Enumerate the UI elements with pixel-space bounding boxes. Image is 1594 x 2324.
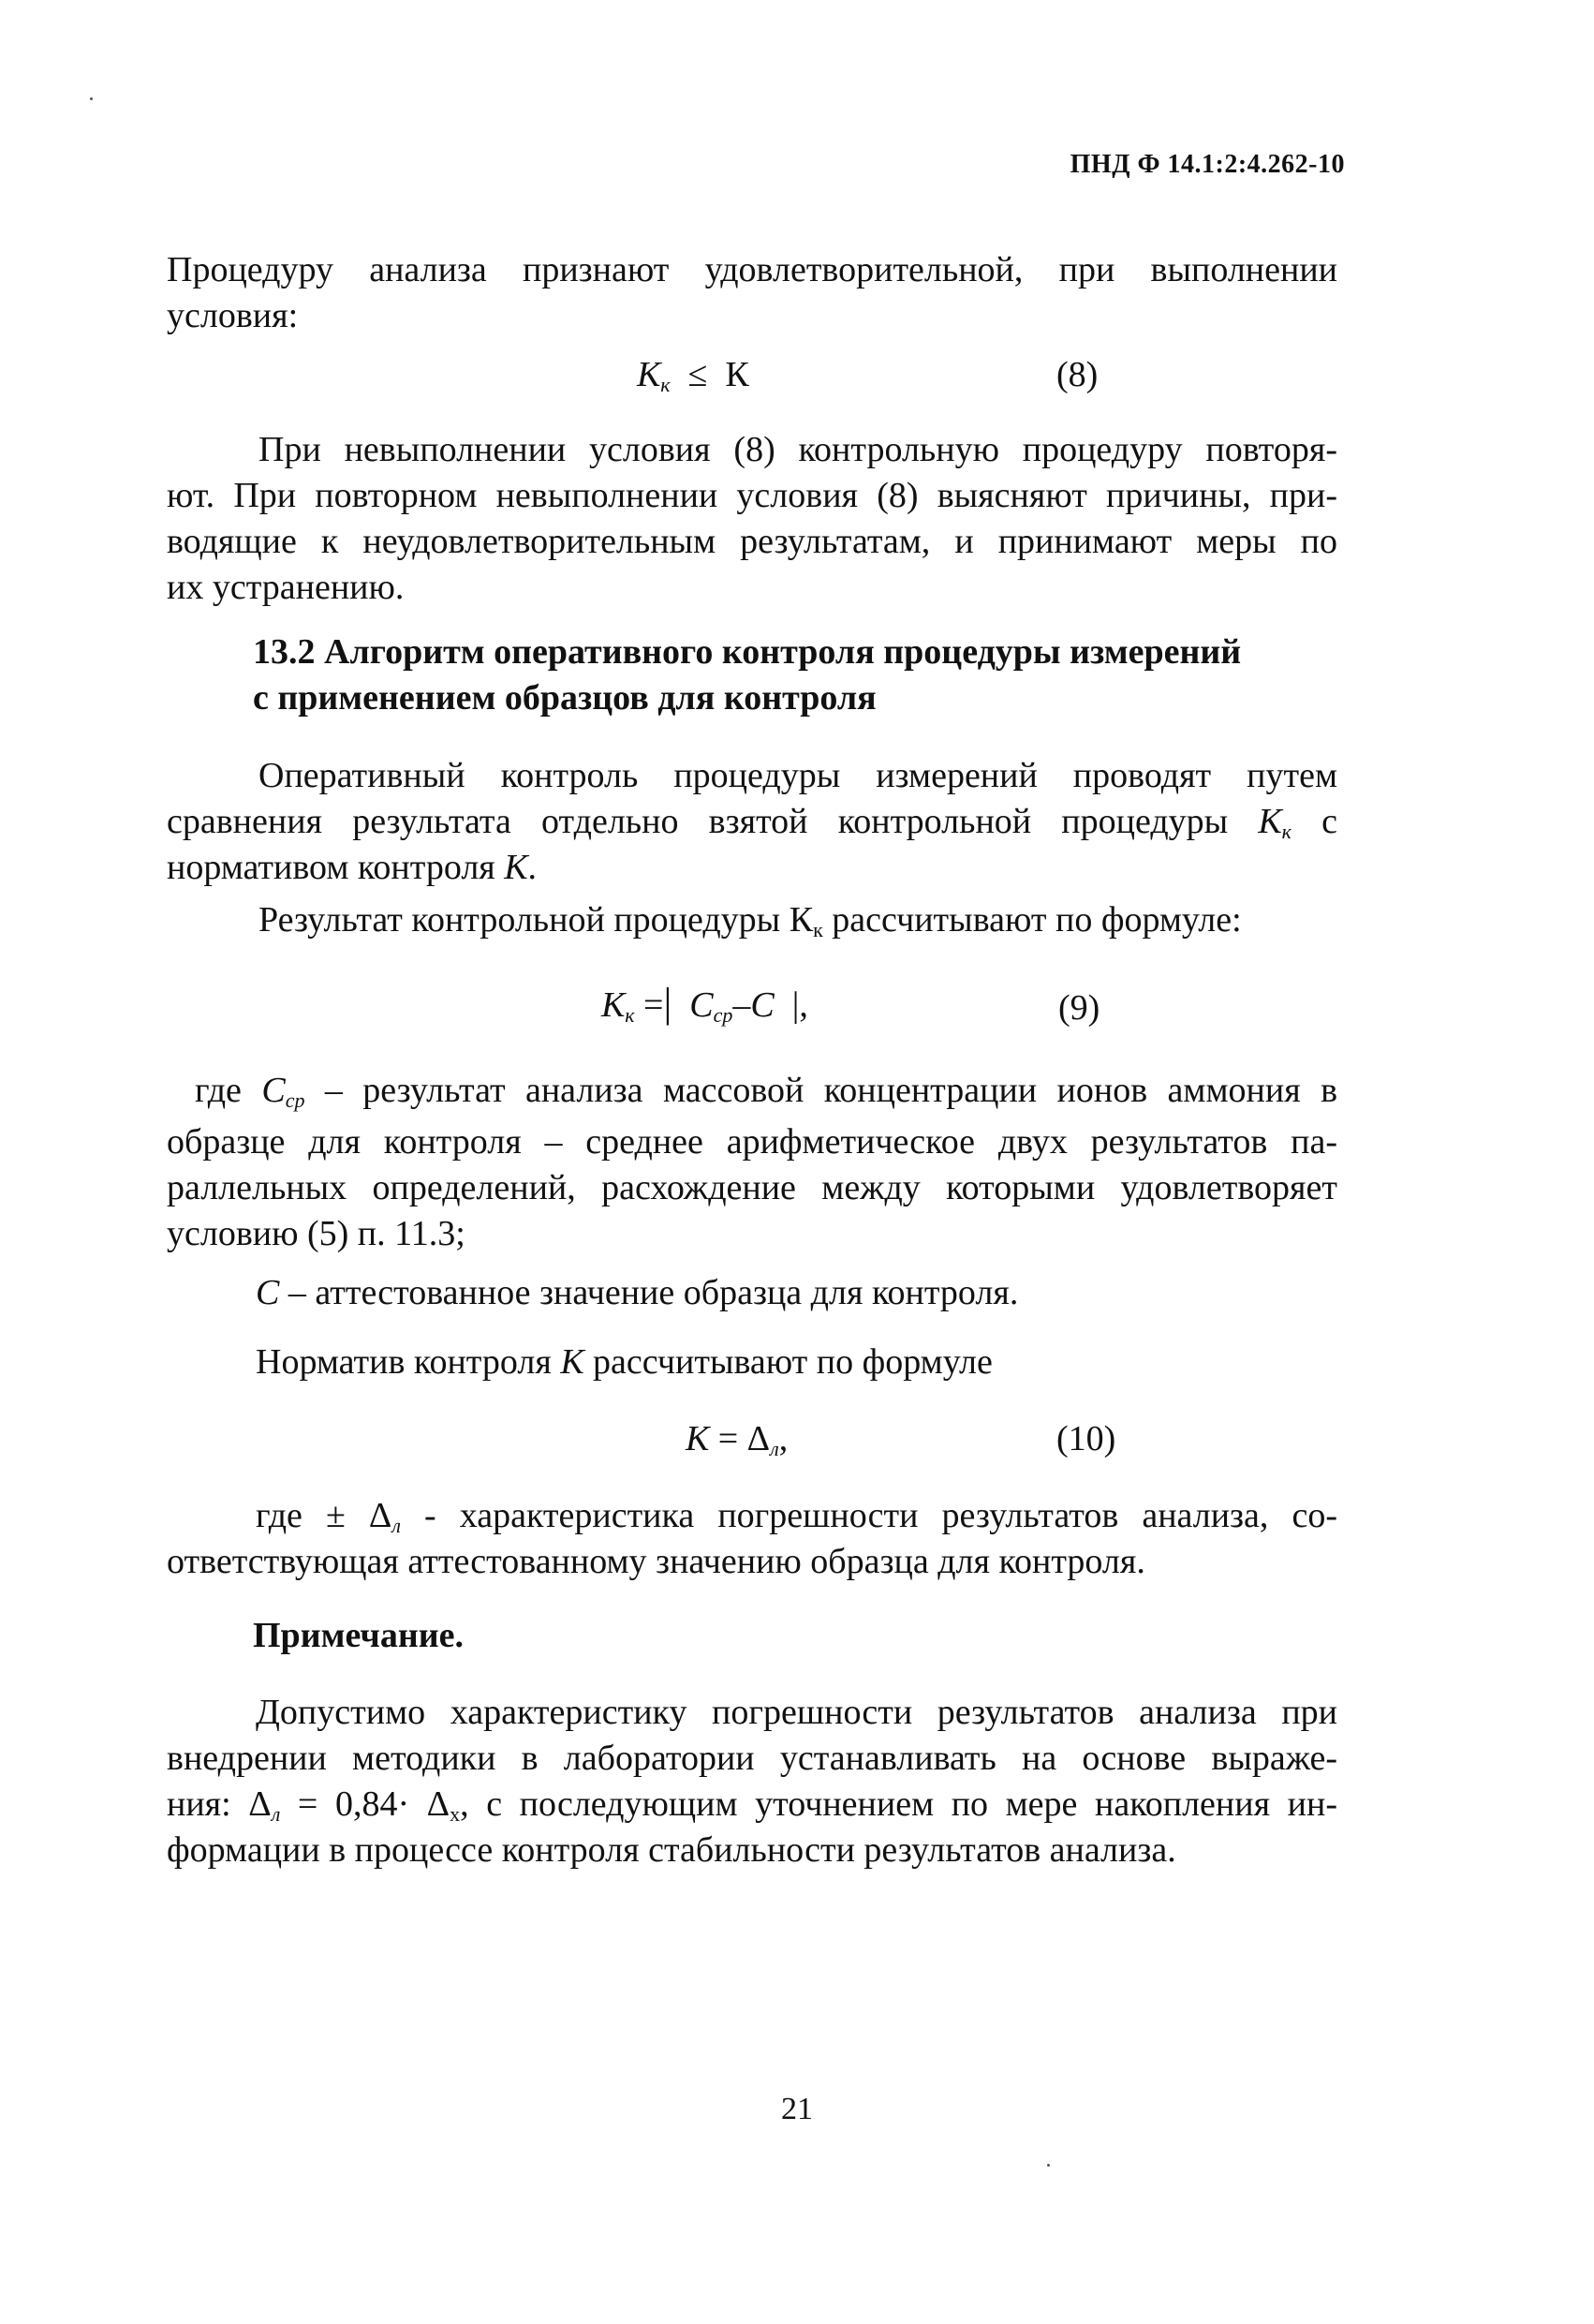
text-line: ют. При повторном невыполнении условия (8) выясняют причины, при- bbox=[167, 476, 1337, 515]
paragraph-where-delta bbox=[167, 1493, 1337, 1585]
paragraph-control-standard: Норматив контроля К рассчитывают по формуле bbox=[256, 1342, 993, 1382]
text-line: Оперативный контроль процедуры измерений проводят путем bbox=[258, 756, 1337, 795]
text-line: условию (5) п. 11.3; bbox=[167, 1214, 465, 1253]
text-line: образце для контроля – среднее арифметическое двух результатов па- bbox=[167, 1122, 1337, 1162]
text-line: внедрении методики в лаборатории устанавливать на основе выраже- bbox=[167, 1739, 1337, 1778]
text-line: раллельных определений, расхождение между которыми удовлетворяет bbox=[167, 1168, 1337, 1207]
equation-9: $К_к$ =| $С_{ср}-С$ |, bbox=[601, 980, 808, 1027]
operator: ≤ bbox=[687, 355, 708, 394]
text-line: ответствующая аттестованному значению образца для контроля. bbox=[167, 1542, 1145, 1581]
heading-line: с применением образцов для контроля bbox=[253, 678, 877, 718]
text-line: где ± $\Delta_л$ - характеристика погрешности результатов анализа, со- bbox=[256, 1496, 1337, 1537]
text-line: водящие к неудовлетворительным результатам, и принимают меры по bbox=[167, 522, 1337, 561]
heading-line: 13.2 Алгоритм оперативного контроля процедуры измерений bbox=[253, 632, 1242, 672]
equation-number: (8) bbox=[1056, 355, 1099, 394]
text-line: нормативом контроля К. bbox=[167, 848, 537, 887]
scan-speck bbox=[90, 97, 93, 100]
subscript: к bbox=[660, 373, 671, 396]
equation-8 bbox=[637, 352, 749, 398]
paragraph-operational-control bbox=[167, 753, 1337, 891]
text-line: ния: $\Delta_л = 0,84\cdot \Delta_х$, с последующим уточнением по мере накопления ин- bbox=[167, 1784, 1337, 1826]
symbol-k: К bbox=[725, 355, 749, 394]
paragraph-repeat-procedure bbox=[167, 427, 1337, 611]
document-code: ПНД Ф 14.1:2:4.262-10 bbox=[1070, 150, 1345, 179]
equation-10: $К = \Delta_л$, bbox=[686, 1419, 789, 1460]
text-line: сравнения результата отдельно взятой контрольной процедуры $К_к$ с bbox=[167, 802, 1338, 843]
text-line: Процедуру анализа признают удовлетворительной, при выполнении bbox=[167, 250, 1337, 289]
symbol-k: К bbox=[637, 355, 661, 394]
text-line: их устранению. bbox=[167, 568, 405, 607]
paragraph-note bbox=[167, 1690, 1337, 1873]
paragraph-result-formula-intro: Результат контрольной процедуры $К_к$ рассчитывают по формуле: bbox=[258, 900, 1242, 941]
text-line: Допустимо характеристику погрешности результатов анализа при bbox=[256, 1693, 1337, 1732]
text-line: При невыполнении условия (8) контрольную процедуру повторя- bbox=[258, 430, 1337, 469]
paragraph-procedure-condition bbox=[167, 247, 1337, 339]
equation-number: (9) bbox=[1058, 988, 1100, 1028]
paragraph-certified-value: С – аттестованное значение образца для контроля. bbox=[256, 1273, 1019, 1312]
scan-speck bbox=[1047, 2164, 1050, 2167]
text-line: формации в процессе контроля стабильности результатов анализа. bbox=[167, 1830, 1176, 1870]
equation-number: (10) bbox=[1056, 1419, 1116, 1458]
text-line: где $С_{ср}$ – результат анализа массовой концентрации ионов аммония в bbox=[195, 1071, 1338, 1112]
page-number: 21 bbox=[781, 2092, 813, 2126]
text-line: условия: bbox=[167, 296, 299, 335]
section-heading bbox=[253, 629, 1330, 721]
note-title: Примечание. bbox=[253, 1616, 464, 1655]
paragraph-where-ccp bbox=[167, 1068, 1337, 1257]
